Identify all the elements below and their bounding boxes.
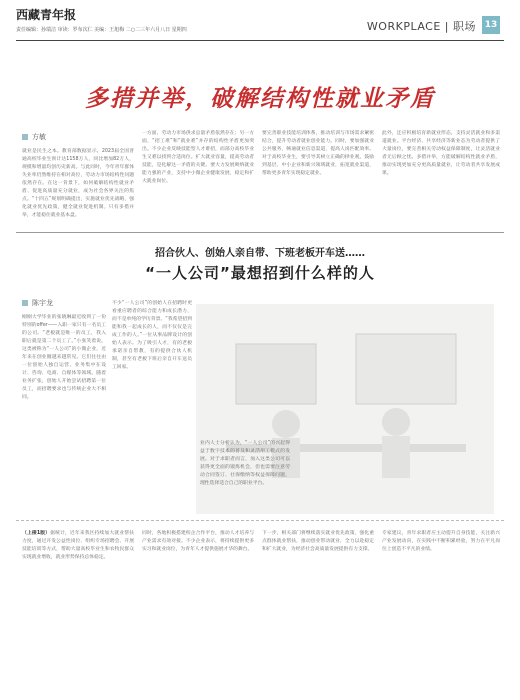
- article2-kicker: 招合伙人、创始人亲自带、下班老板开车送……: [155, 248, 365, 259]
- masthead-meta: 责任编辑：孙瑞洁 审读：罗布次仁 美编：王旭梅 二○二三年六月八日 星期四: [16, 27, 187, 33]
- article1-column-3: 要完善职业技能培训体系，推动培训与市场需求紧密结合，提升劳动者就业创业能力。同时，要加强就业公共服务，畅通就业信息渠道，提高人岗匹配效率。对于高校毕业生，要引导其树立正确的择业观，鼓励到基层、中小企业和新兴领域就业，拓宽就业渠道，帮助更多青年实现稳定就业。: [262, 131, 374, 176]
- byline-2: [22, 298, 53, 308]
- page-number: 13: [482, 16, 500, 34]
- masthead: [16, 6, 504, 44]
- headline-main: 多措并举，破解结构性就业矛盾: [85, 86, 435, 112]
- article1-column-1: 就业是民生之本。教育部数据显示，2023届全国普通高校毕业生预计达1158万人，同比增加82万人，规模和增量均创历史新高。与此同时，今年青年群体失业率仍然维持在相对高位，劳动力市场结构性问题依然存在。在这一背景下，如何破解结构性就业矛盾、促进高质量充分就业，成为社会各界关注的焦点。“十四五”规划明确提出，实施就业优先战略，强化就业优先政策，健全就业促进机制。只有多措并举，才能稳住就业基本盘。: [22, 149, 134, 218]
- byline-1: [22, 132, 46, 142]
- author-1: 方敏: [32, 133, 46, 141]
- article2-headline: “一人公司”最想招到什么样的人: [145, 264, 375, 282]
- article1-column-4: 此外，还应积极培育新就业形态，支持灵活就业和多渠道就业。平台经济、共享经济等新业态为劳动者提供了大量岗位，要完善相关劳动权益保障制度，让灵活就业者无后顾之忧。多措并举，方能破解结构性就业矛盾，推动实现更加充分更高质量就业，让劳动者共享发展成果。: [382, 131, 500, 176]
- bottom-column-4: 专家建议，青年求职者应主动提升自身技能，关注新兴产业发展动向，在实践中不断积累经验，努力在平凡岗位上创造不平凡的业绩。: [382, 531, 500, 552]
- section-label: WORKPLACE | 职场: [366, 20, 476, 33]
- bottom-divider: [16, 520, 504, 521]
- section-divider: [16, 232, 504, 233]
- article1-column-2: 一方面，劳动力市场供求总量矛盾依然存在；另一方面，“招工难”和“就业难”并存的结构性矛盾更加突出。不少企业反映技能型人才难招，而部分高校毕业生又难以找到合适岗位。扩大就业容量，提高劳动者技能，是化解这一矛盾的关键。要大力发展吸纳就业能力强的产业，支持中小微企业健康发展，稳定和扩大就业岗位。: [142, 131, 254, 184]
- square-bullet-icon: [22, 300, 28, 306]
- bottom-tag: （上接1版）: [22, 531, 51, 536]
- newspaper-title: 西藏青年报: [16, 8, 77, 22]
- bottom-column-1: [22, 530, 134, 690]
- bottom-column-3: 下一步，相关部门将继续落实就业优先政策，强化重点群体就业帮扶，推动创业带动就业，全力以赴稳定和扩大就业，为经济社会高质量发展提供有力支撑。: [262, 531, 374, 552]
- article2-column-1: 刚刚大学毕业的张晓琳最近收到了一份特别的offer——入职一家只有一名员工的公司。“老板就是唯一的员工，我入职后就是第二个员工了。”小张笑着说。这类被称为“一人公司”的小微企业，近年来在创业圈越来越常见。它们往往由一位创始人独自运营，业务集中在设计、咨询、电商、自媒体等领域。随着业务扩张，创始人开始尝试招聘第一位员工，而招聘要求也与传统企业大不相同。: [22, 315, 106, 400]
- top-rule: [16, 40, 504, 41]
- square-bullet-icon: [22, 134, 28, 140]
- article2-column-2: 不少“一人公司”的创始人在招聘时更看重应聘者的综合能力和成长潜力，而不是单纯的学历背景。“我希望招到能和我一起成长的人，而不仅仅是完成工作的人。”一位从事品牌设计的创始人表示。为了吸引人才，有的老板承诺亲自带教，有的提供合伙人机制，甚至有老板下班后亲自开车送员工回家。: [112, 301, 192, 370]
- author-2: 陈宇龙: [32, 299, 53, 307]
- bottom-column-2: 同时，各地积极搭建校企合作平台，推动人才培养与产业需求有效对接。不少企业表示，将持续提供更多实习和就业岗位，为青年人才提供施展才华的舞台。: [142, 531, 254, 552]
- article2-column-3: 业内人士分析认为，“一人公司”的兴起得益于数字技术的普及和灵活用工模式的发展。对于求职者而言，加入这类公司可以获得更全面的锻炼机会，但也需要注意劳动合同签订、社保缴纳等权益保障问题，理性选择适合自己的职业平台。: [200, 441, 290, 486]
- bottom-col1-text: 据统计，近年来我区持续加大就业帮扶力度，通过开发公益性岗位、组织专场招聘会、开展技能培训等方式，帮助大量高校毕业生和农牧民群众实现就业增收，就业形势保持总体稳定。: [22, 531, 134, 560]
